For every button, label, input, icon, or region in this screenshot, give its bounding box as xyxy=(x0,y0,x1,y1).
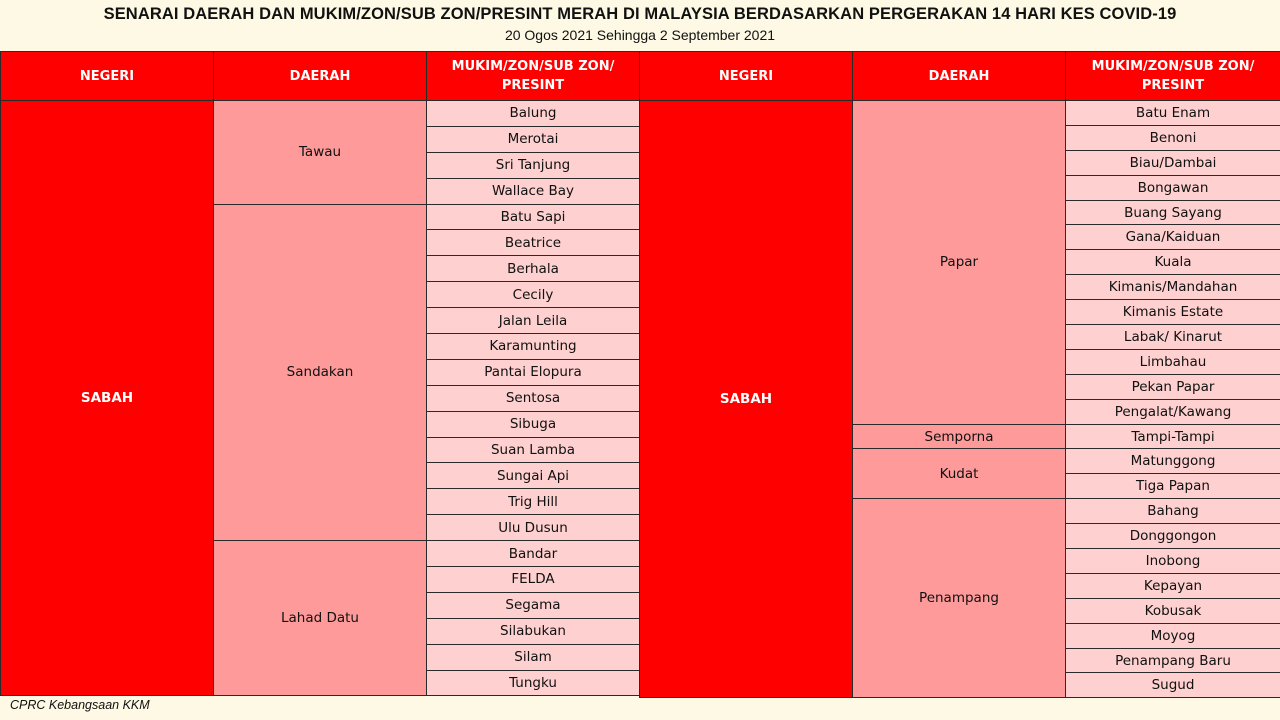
daerah-cell: Papar xyxy=(853,101,1066,425)
mukim-cell: Sri Tanjung xyxy=(427,152,640,178)
mukim-cell: Limbahau xyxy=(1066,349,1280,374)
mukim-cell: FELDA xyxy=(427,567,640,593)
mukim-cell: Pengalat/Kawang xyxy=(1066,399,1280,424)
page-title: SENARAI DAERAH DAN MUKIM/ZON/SUB ZON/PRESINT MERAH DI MALAYSIA BERDASARKAN PERGERAKAN 14 HARI KES COVID-19 xyxy=(103,5,1177,23)
mukim-cell: Buang Sayang xyxy=(1066,200,1280,225)
mukim-cell: Bongawan xyxy=(1066,175,1280,200)
mukim-cell: Bandar xyxy=(427,541,640,567)
daerah-cell: Tawau xyxy=(214,101,427,205)
daerah-cell: Semporna xyxy=(853,424,1066,449)
header-negeri: NEGERI xyxy=(1,52,214,101)
mukim-cell: Jalan Leila xyxy=(427,308,640,334)
mukim-cell: Merotai xyxy=(427,126,640,152)
mukim-cell: Ulu Dusun xyxy=(427,515,640,541)
mukim-cell: Inobong xyxy=(1066,549,1280,574)
mukim-cell: Moyog xyxy=(1066,623,1280,648)
mukim-cell: Pekan Papar xyxy=(1066,374,1280,399)
page-subtitle: 20 Ogos 2021 Sehingga 2 September 2021 xyxy=(504,27,776,43)
negeri-cell: SABAH xyxy=(1,101,214,696)
mukim-cell: Batu Enam xyxy=(1066,101,1280,126)
mukim-cell: Kobusak xyxy=(1066,598,1280,623)
mukim-cell: Sugud xyxy=(1066,673,1280,698)
mukim-cell: Gana/Kaiduan xyxy=(1066,225,1280,250)
mukim-cell: Silabukan xyxy=(427,618,640,644)
mukim-cell: Bahang xyxy=(1066,499,1280,524)
mukim-cell: Matunggong xyxy=(1066,449,1280,474)
daerah-cell: Sandakan xyxy=(214,204,427,541)
mukim-cell: Wallace Bay xyxy=(427,178,640,204)
daerah-cell: Penampang xyxy=(853,499,1066,698)
mukim-cell: Sibuga xyxy=(427,411,640,437)
mukim-cell: Kimanis Estate xyxy=(1066,300,1280,325)
header-mukim: MUKIM/ZON/SUB ZON/ PRESINT xyxy=(427,52,640,101)
daerah-cell: Kudat xyxy=(853,449,1066,499)
mukim-cell: Batu Sapi xyxy=(427,204,640,230)
right-table xyxy=(639,51,1280,698)
mukim-cell: Berhala xyxy=(427,256,640,282)
mukim-cell: Tampi-Tampi xyxy=(1066,424,1280,449)
mukim-cell: Labak/ Kinarut xyxy=(1066,325,1280,350)
mukim-cell: Kepayan xyxy=(1066,573,1280,598)
header-daerah: DAERAH xyxy=(214,52,427,101)
header-mukim: MUKIM/ZON/SUB ZON/ PRESINT xyxy=(1066,52,1280,101)
mukim-cell: Pantai Elopura xyxy=(427,359,640,385)
table-row xyxy=(640,101,1280,126)
negeri-cell: SABAH xyxy=(640,101,853,698)
mukim-cell: Beatrice xyxy=(427,230,640,256)
left-table xyxy=(0,51,640,696)
mukim-cell: Tiga Papan xyxy=(1066,474,1280,499)
mukim-cell: Trig Hill xyxy=(427,489,640,515)
table-row xyxy=(1,101,640,127)
mukim-cell: Tungku xyxy=(427,670,640,696)
mukim-cell: Benoni xyxy=(1066,125,1280,150)
mukim-cell: Karamunting xyxy=(427,334,640,360)
mukim-cell: Sentosa xyxy=(427,385,640,411)
mukim-cell: Biau/Dambai xyxy=(1066,150,1280,175)
header-daerah: DAERAH xyxy=(853,52,1066,101)
mukim-cell: Silam xyxy=(427,644,640,670)
mukim-cell: Balung xyxy=(427,101,640,127)
mukim-cell: Sungai Api xyxy=(427,463,640,489)
mukim-cell: Kuala xyxy=(1066,250,1280,275)
mukim-cell: Kimanis/Mandahan xyxy=(1066,275,1280,300)
header-negeri: NEGERI xyxy=(640,52,853,101)
daerah-cell: Lahad Datu xyxy=(214,541,427,696)
mukim-cell: Penampang Baru xyxy=(1066,648,1280,673)
mukim-cell: Segama xyxy=(427,592,640,618)
mukim-cell: Donggongon xyxy=(1066,524,1280,549)
source-footer: CPRC Kebangsaan KKM xyxy=(10,698,150,712)
mukim-cell: Suan Lamba xyxy=(427,437,640,463)
mukim-cell: Cecily xyxy=(427,282,640,308)
